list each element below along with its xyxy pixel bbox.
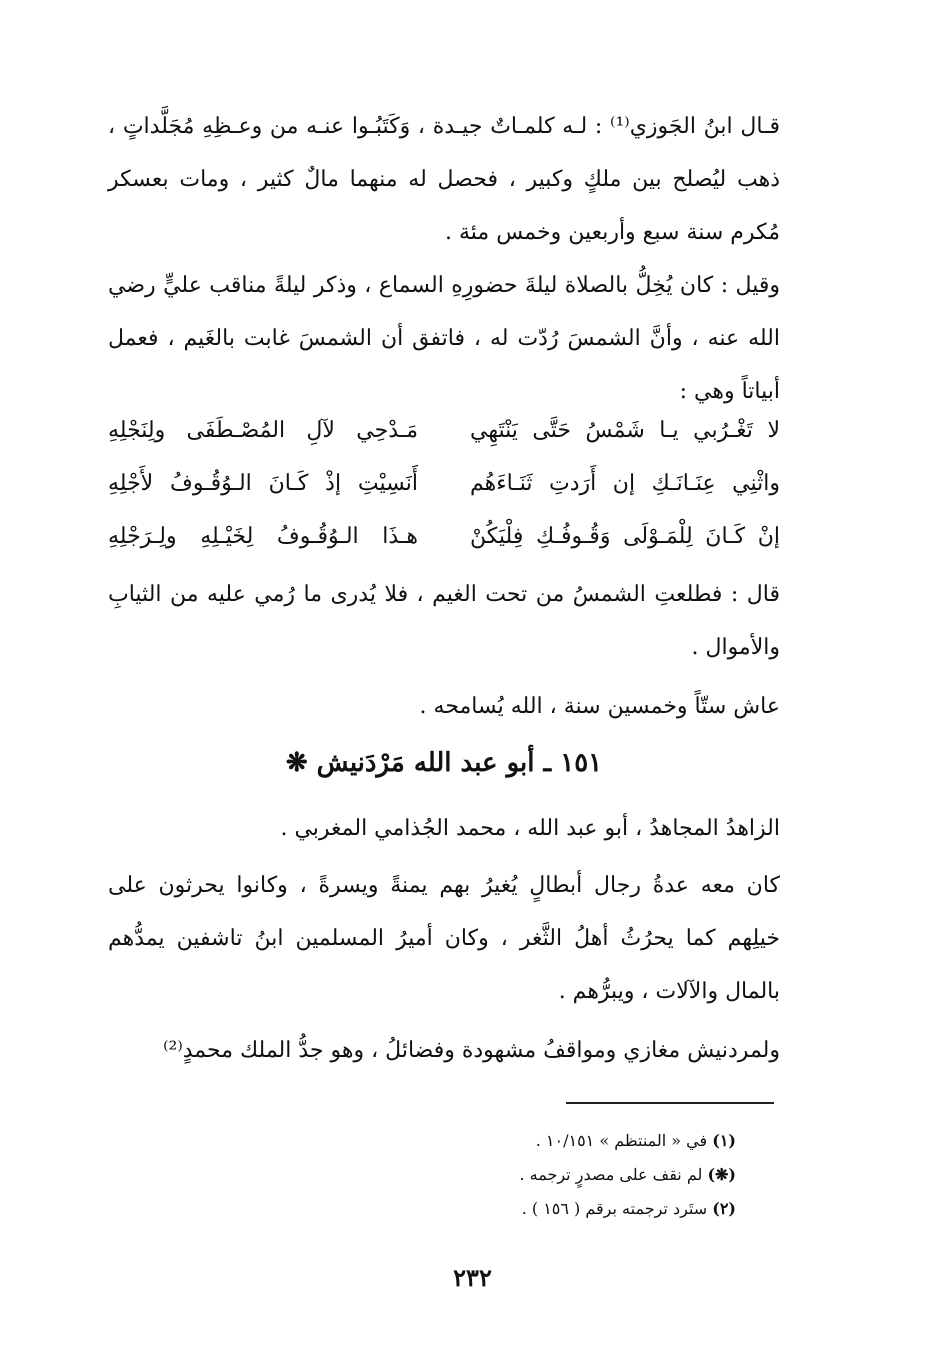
verse-second-hemistich: أَنَسِيْتِ إذْ كَـانَ الـوُقُـوفُ لأَجْلِهِ — [108, 471, 418, 496]
footnote-marker: (١) — [712, 1131, 736, 1150]
paragraph-titles: الزاهدُ المجاهدُ ، أبو عبد الله ، محمد الجُذامي المغربي . — [280, 816, 780, 841]
paragraph-horsemen: كان معه عدةُ رجال أبطالٍ يُغيرُ بهم يمنةً ويسرةً ، وكانوا يحرثون على خيلِهم كما يحرُثُ أهلُ الثَّغر ، وكان أميرُ المسلمين ابنُ تاشفين يمدُّهم بالمال والآلات ، ويبرُّهم . — [108, 873, 780, 1004]
page-number: ٢٣٢ — [453, 1263, 492, 1292]
paragraph-battles: ولمردنيش مغازي ومواقفُ مشهودة وفضائلُ ، وهو جدُّ الملك محمدٍ⁽²⁾ — [163, 1038, 780, 1063]
footnote-text: في « المنتظم » ١٠/١٥١ . — [535, 1131, 708, 1150]
verse-first-hemistich: واثْنِي عِنَـانَـكِ إن أَرَدتِ ثَنَـاءَهُم — [470, 471, 780, 496]
footnote-item — [330, 1158, 736, 1192]
footnote-item — [330, 1124, 736, 1158]
paragraph-sun-story: وقيل : كان يُخِلُّ بالصلاة ليلةَ حضورِهِ السماع ، وذكر ليلةً مناقب عليٍّ رضي الله عنه ، وأنَّ الشمسَ رُدّت له ، فاتفق أن الشمسَ غابت بالغَيم ، فعمل أبياتاً وهي : — [108, 273, 780, 404]
verse-second-hemistich: مَـدْحِي لآلِ المُصْـطَفَى ولِنَجْلِهِ — [108, 418, 418, 443]
verse-first-hemistich: إنْ كَـانَ لِلْمَـوْلَى وَقُـوفُـكِ فِلْيَكُنْ — [470, 524, 780, 549]
footnote-text: لم نقف على مصدرٍ ترجمه . — [519, 1165, 703, 1184]
footnote-item — [330, 1192, 736, 1226]
footnote-marker: (❋) — [707, 1165, 736, 1184]
verse-first-hemistich: لا تَغْـرُبي يـا شَمْسُ حَتَّى يَنْتَهِي — [470, 418, 780, 443]
paragraph-ibn-aljawzi: قـال ابنُ الجَوزي⁽¹⁾ : لـه كلمـاتٌ جيـدة ، وَكَتَبُـوا عنـه من وعـظِهِ مُجَلَّداتٍ ، ذهب ليُصلح بين ملكٍ وكبير ، فحصل له منهما مالٌ كثير ، ومات بعسكر مُكرم سنة سبع وأربعين وخمس مئة . — [108, 114, 780, 245]
footnote-divider — [566, 1102, 774, 1104]
poem-verse — [108, 457, 780, 510]
footnote-text: ستَرد ترجمته برقم ( ١٥٦ ) . — [521, 1199, 708, 1218]
poem-verse — [108, 510, 780, 563]
footnote-marker: (٢) — [712, 1199, 736, 1218]
verse-second-hemistich: هـذَا الـوُقُـوفُ لِخَيْـلِهِ ولِـرَجْلِهِ — [108, 524, 418, 549]
footnotes — [330, 1124, 736, 1226]
entry-heading: ١٥١ ـ أبو عبد الله مَرْدَنيش ❋ — [285, 748, 603, 778]
paragraph-lifespan: عاش ستّاً وخمسين سنة ، الله يُسامحه . — [419, 694, 780, 719]
poem-verse — [108, 404, 780, 457]
paragraph-sun-rose: قال : فطلعتِ الشمسُ من تحت الغيم ، فلا يُدرى ما رُمي عليه من الثيابِ والأموال . — [108, 582, 780, 660]
poem-verses — [108, 404, 780, 563]
